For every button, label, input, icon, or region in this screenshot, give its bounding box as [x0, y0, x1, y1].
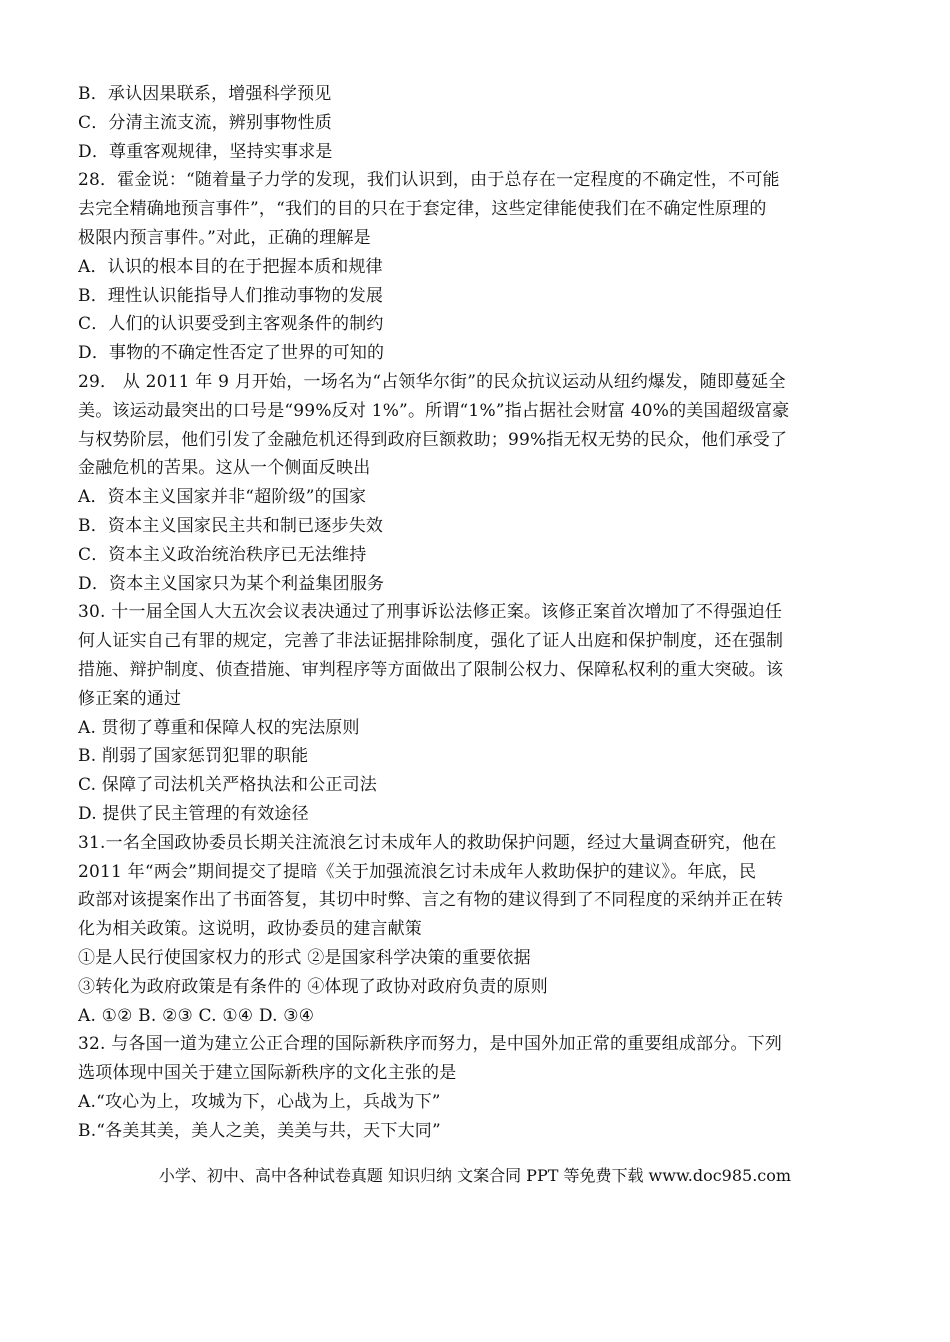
option-line: A. 贯彻了尊重和保障人权的宪法原则 [78, 717, 360, 738]
option-line: D. 提供了民主管理的有效途径 [78, 803, 309, 824]
document-body [78, 80, 874, 1145]
option-line: A．认识的根本目的在于把握本质和规律 [78, 256, 383, 277]
text-line: D．尊重客观规律，坚持实事求是 [78, 141, 333, 162]
option-line: B．资本主义国家民主共和制已逐步失效 [78, 515, 384, 536]
text-line: 极限内预言事件。”对此，正确的理解是 [78, 227, 371, 248]
text-line: 化为相关政策。这说明，政协委员的建言献策 [78, 919, 422, 940]
text-line: 金融危机的苦果。这从一个侧面反映出 [78, 458, 371, 479]
question-28-line: 28．霍金说：“随着量子力学的发现，我们认识到，由于总存在一定程度的不确定性，不可能 [78, 170, 780, 191]
option-line: D．资本主义国家只为某个利益集团服务 [78, 573, 385, 594]
text-line: 与权势阶层，他们引发了金融危机还得到政府巨额救助；99%指无权无势的民众，他们承受了 [78, 429, 788, 450]
text-line: 2011 年“两会”期间提交了提暗《关于加强流浪乞讨未成年人救助保护的建议》。年底，民 [78, 861, 757, 882]
question-29-line: 29． 从 2011 年 9 月开始，一场名为“占领华尔街”的民众抗议运动从纽约爆发，随即蔓延全 [78, 371, 786, 392]
text-line: 选项体现中国关于建立国际新秩序的文化主张的是 [78, 1063, 457, 1084]
question-30-line: 30. 十一届全国人大五次会议表决通过了刑事诉讼法修正案。该修正案首次增加了不得强迫任 [78, 602, 783, 623]
text-line: C．分清主流支流，辨别事物性质 [78, 112, 333, 133]
text-line: 政部对该提案作出了书面答复，其切中时弊、言之有物的建议得到了不同程度的采纳并正在转 [78, 890, 784, 911]
text-line: 美。该运动最突出的口号是“99%反对 1%”。所谓“1%”指占据社会财富 40%的美国超级富豪 [78, 400, 790, 421]
question-32-line: 32. 与各国一道为建立公正合理的国际新秩序而努力，是中国外加正常的重要组成部分。下列 [78, 1034, 783, 1055]
option-line: C．人们的认识要受到主客观条件的制约 [78, 314, 384, 335]
option-line: C. 保障了司法机关严格执法和公正司法 [78, 775, 378, 796]
option-line: B．理性认识能指导人们推动事物的发展 [78, 285, 384, 306]
option-line: B. 削弱了国家惩罚犯罪的职能 [78, 746, 309, 767]
text-line: 去完全精确地预言事件”，“我们的目的只在于套定律，这些定律能使我们在不确定性原理的 [78, 199, 767, 220]
text-line: 修正案的通过 [78, 688, 182, 709]
statement-line: ①是人民行使国家权力的形式 ②是国家科学决策的重要依据 [78, 947, 531, 968]
option-line: C．资本主义政治统治秩序已无法维持 [78, 544, 367, 565]
option-line: A.“攻心为上，攻城为下，心战为上，兵战为下” [78, 1091, 441, 1112]
text-line: 何人证实自己有罪的规定，完善了非法证据排除制度，强化了证人出庭和保护制度，还在强制 [78, 631, 784, 652]
statement-line: ③转化为政府政策是有条件的 ④体现了政协对政府负责的原则 [78, 976, 549, 997]
option-line: A. ①② B. ②③ C. ①④ D. ③④ [78, 1005, 315, 1026]
option-line: A．资本主义国家并非“超阶级”的国家 [78, 487, 367, 508]
text-line: 措施、辩护制度、侦查措施、审判程序等方面做出了限制公权力、保障私权利的重大突破。该 [78, 659, 784, 680]
text-line: B．承认因果联系，增强科学预见 [78, 84, 332, 104]
option-line: B.“各美其美，美人之美，美美与共，天下大同” [78, 1120, 441, 1141]
question-31-line: 31.一名全国政协委员长期关注流浪乞讨未成年人的救助保护问题，经过大量调查研究，他在 [78, 832, 777, 853]
page-footer: 小学、初中、高中各种试卷真题 知识归纳 文案合同 PPT 等免费下载 www.doc985.com [158, 1166, 792, 1185]
option-line: D．事物的不确定性否定了世界的可知的 [78, 343, 385, 364]
